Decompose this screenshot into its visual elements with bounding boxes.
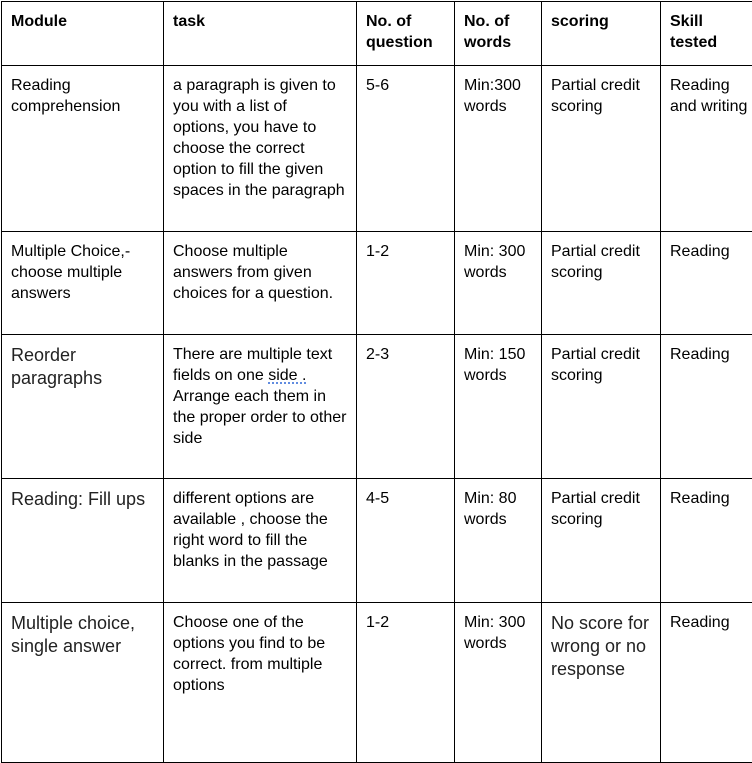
cell-words: Min: 80 words xyxy=(455,479,542,603)
cell-scoring: Partial credit scoring xyxy=(542,335,661,479)
table-row xyxy=(2,232,752,335)
cell-questions: 1-2 xyxy=(357,232,455,335)
header-module: Module xyxy=(2,2,164,66)
cell-module: Reading: Fill ups xyxy=(2,479,164,603)
pte-reading-modules-table xyxy=(1,1,752,763)
task-text-underlined: side . xyxy=(268,367,306,384)
cell-questions: 5-6 xyxy=(357,66,455,232)
header-words: No. of words xyxy=(455,2,542,66)
header-task: task xyxy=(164,2,357,66)
cell-task: Choose one of the options you find to be correct. from multiple options xyxy=(164,603,357,763)
cell-scoring: Partial credit scoring xyxy=(542,479,661,603)
cell-scoring: Partial credit scoring xyxy=(542,232,661,335)
cell-skill: Reading xyxy=(661,232,752,335)
cell-words: Min: 150 words xyxy=(455,335,542,479)
cell-module: Reading comprehension xyxy=(2,66,164,232)
cell-questions: 4-5 xyxy=(357,479,455,603)
cell-module: Reorder paragraphs xyxy=(2,335,164,479)
cell-words: Min: 300 words xyxy=(455,603,542,763)
header-skill: Skill tested xyxy=(661,2,752,66)
cell-task: different options are available , choose the right word to fill the blanks in the passage xyxy=(164,479,357,603)
cell-words: Min: 300 words xyxy=(455,232,542,335)
header-row xyxy=(2,2,752,66)
table-row xyxy=(2,479,752,603)
cell-questions: 1-2 xyxy=(357,603,455,763)
cell-skill: Reading xyxy=(661,479,752,603)
header-scoring: scoring xyxy=(542,2,661,66)
cell-module: Multiple choice, single answer xyxy=(2,603,164,763)
cell-skill: Reading xyxy=(661,603,752,763)
cell-skill: Reading xyxy=(661,335,752,479)
table-row xyxy=(2,335,752,479)
table-row xyxy=(2,66,752,232)
cell-task: a paragraph is given to you with a list of options, you have to choose the correct option to fill the given spaces in the paragraph xyxy=(164,66,357,232)
task-text: There are multiple text fields on one xyxy=(173,346,332,384)
cell-questions: 2-3 xyxy=(357,335,455,479)
header-questions: No. of question xyxy=(357,2,455,66)
cell-skill: Reading and writing xyxy=(661,66,752,232)
cell-task xyxy=(164,335,357,479)
cell-module: Multiple Choice,-choose multiple answers xyxy=(2,232,164,335)
table-row xyxy=(2,603,752,763)
cell-scoring: Partial credit scoring xyxy=(542,66,661,232)
cell-scoring: No score for wrong or no response xyxy=(542,603,661,763)
cell-words: Min:300 words xyxy=(455,66,542,232)
task-text: Arrange each them in the proper order to other side xyxy=(173,388,346,447)
cell-task: Choose multiple answers from given choices for a question. xyxy=(164,232,357,335)
